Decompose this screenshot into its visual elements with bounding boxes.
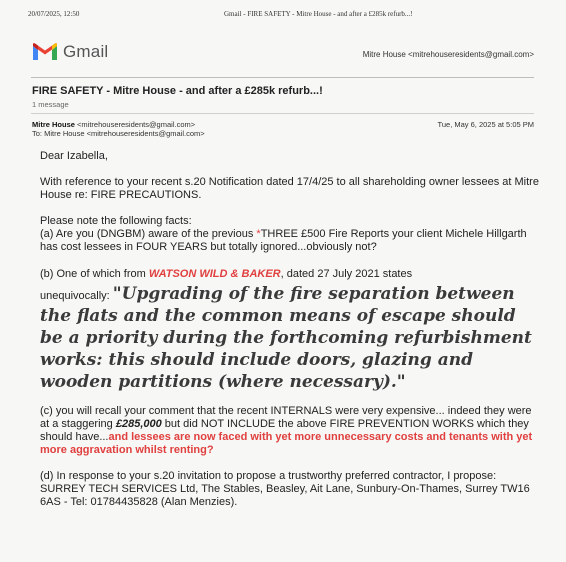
paragraph-reference: With reference to your recent s.20 Notification dated 17/4/25 to all shareholding owner lessees at Mitre House re: FIRE PRECAUTIONS.	[40, 176, 539, 201]
subject-divider	[31, 113, 534, 114]
fact-c-red: and lessees are now faced with yet more unnecessary costs and tenants with yet more aggravation whilst renting?	[40, 431, 533, 456]
paragraph-fact-c	[40, 405, 540, 457]
paragraph-quote	[40, 283, 540, 393]
thread-subject: FIRE SAFETY - Mitre House - and after a £285k refurb...!	[32, 85, 323, 97]
fact-a-post: THREE £500 Fire Reports your client Michele Hillgarth has cost lessees in FOUR YEARS but totally ignored...obviously not?	[40, 228, 527, 253]
message-datetime: Tue, May 6, 2025 at 5:05 PM	[437, 120, 534, 129]
gmail-logo-icon	[32, 42, 58, 62]
paragraph-facts-intro: Please note the following facts:	[40, 215, 192, 227]
fact-c-mid: but did NOT INCLUDE the above FIRE PREVENTION WORKS which they should have...	[40, 418, 529, 443]
sender-name: Mitre House	[32, 120, 75, 129]
greeting: Dear Izabella,	[40, 150, 108, 162]
paragraph-fact-d: (d) In response to your s.20 invitation to propose a trustworthy preferred contractor, I propose: SURREY TECH SERVICES Ltd, The Stables, Beasley, Ait Lane, Sunbury-On-Thames, Surrey TW16 6AS - Tel: 01784435828 (Alan Menzies).	[40, 470, 530, 508]
fact-b-company: WATSON WILD & BAKER	[148, 268, 281, 280]
sender-line	[32, 120, 205, 129]
paragraph-fact-b	[40, 268, 540, 281]
print-title: Gmail - FIRE SAFETY - Mitre House - and after a £285k refurb...!	[224, 10, 413, 18]
fact-b-post: , dated 27 July 2021 states	[280, 268, 413, 280]
message-body	[40, 150, 540, 509]
message-header	[32, 120, 205, 138]
fact-a-star: *	[256, 228, 261, 240]
fire-report-quote: "Upgrading of the fire separation between the flats and the common means of escape should be a priority during the forthcoming refurbishment works: this should include doors, glazing and wooden partitions (where necessary)."	[40, 284, 532, 392]
message-count: 1 message	[32, 100, 69, 109]
fact-b-pre: (b) One of which from	[40, 268, 149, 280]
gmail-brand[interactable]	[32, 42, 108, 62]
sender-email: <mitrehouseresidents@gmail.com>	[77, 120, 196, 129]
quote-lead: unequivocally:	[40, 290, 113, 302]
fact-a-pre: (a) Are you (DNGBM) aware of the previous	[40, 228, 257, 240]
header-divider	[31, 77, 534, 78]
account-email: Mitre House <mitrehouseresidents@gmail.com>	[362, 50, 534, 59]
paragraph-fact-a	[40, 228, 540, 254]
print-date: 20/07/2025, 12:50	[28, 10, 80, 18]
recipient-line: To: Mitre House <mitrehouseresidents@gmail.com>	[32, 129, 205, 138]
gmail-wordmark: Gmail	[63, 42, 109, 61]
fact-c-pre: (c) you will recall your comment that the recent INTERNALS were very expensive... indeed they were at a staggering	[40, 405, 532, 430]
fact-c-amount: £285,000	[115, 418, 162, 430]
